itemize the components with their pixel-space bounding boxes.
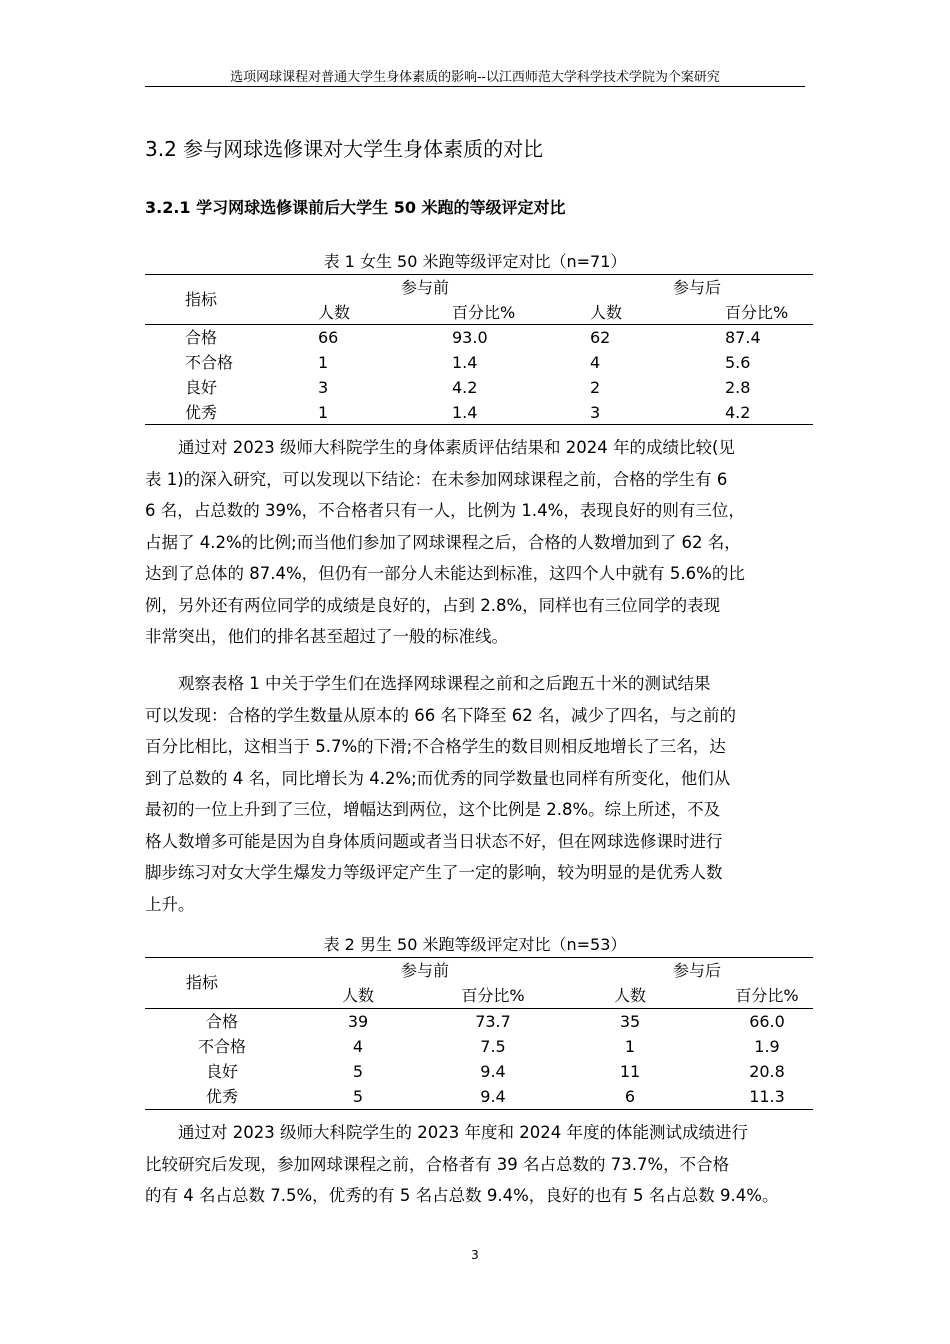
header-rule [145, 86, 805, 87]
table-cell: 优秀 [185, 403, 218, 422]
table-cell: 5 [352, 1062, 364, 1081]
table-cell: 良好 [205, 1062, 239, 1081]
table-cell: 1 [318, 403, 329, 422]
paragraph-line: 百分比相比，这相当于 5.7%的下滑;不合格学生的数目则相反地增长了三名，达 [145, 737, 726, 756]
paragraph-line: 6 名，占总数的 39%，不合格者只有一人，比例为 1.4%，表现良好的则有三位， [145, 501, 745, 520]
subsection-title: 3.2.1 学习网球选修课前后大学生 50 米跑的等级评定对比 [145, 198, 566, 217]
table-cell: 1.9 [754, 1037, 780, 1056]
table-cell: 73.7 [475, 1012, 511, 1031]
section-title: 3.2 参与网球选修课对大学生身体素质的对比 [145, 137, 544, 161]
table-cell: 不合格 [185, 353, 234, 372]
table-cell: 4.2 [452, 378, 478, 397]
paragraph-line: 达到了总体的 87.4%，但仍有一部分人未能达到标准，这四个人中就有 5.6%的比 [145, 564, 745, 583]
paragraph-line: 最初的一位上升到了三位，增幅达到两位，这个比例是 2.8%。综上所述，不及 [145, 800, 721, 819]
paragraph-line: 到了总数的 4 名，同比增长为 4.2%;而优秀的同学数量也同样有所变化，他们从 [145, 768, 731, 788]
paragraph-line: 可以发现：合格的学生数量从原本的 66 名下降至 62 名，减少了四名，与之前的 [145, 705, 736, 725]
paragraph-line: 表 1)的深入研究，可以发现以下结论：在未参加网球课程之前，合格的学生有 6 [145, 469, 728, 489]
running-header: 选项网球课程对普通大学生身体素质的影响--以江西师范大学科学技术学院为个案研究 [230, 70, 720, 85]
table-cell: 3 [590, 403, 601, 422]
table1-indicator-header: 指标 [185, 290, 218, 309]
table-cell: 9.4 [480, 1062, 506, 1081]
table2-indicator-header: 指标 [185, 973, 219, 992]
table-cell: 7.5 [480, 1037, 506, 1056]
table-cell: 4.2 [725, 403, 751, 422]
table-cell: 11.3 [749, 1087, 785, 1106]
paragraph-line: 格人数增多可能是因为自身体质问题或者当日状态不好，但在网球选修课时进行 [145, 831, 723, 851]
table2-subheader: 人数 [341, 986, 375, 1005]
paragraph-line: 比较研究后发现，参加网球课程之前，合格者有 39 名占总数的 73.7%，不合格 [145, 1154, 730, 1174]
table1-bottom-rule [145, 424, 813, 425]
table-cell: 1 [318, 353, 329, 372]
paragraph-line: 观察表格 1 中关于学生们在选择网球课程之前和之后跑五十米的测试结果 [145, 674, 711, 693]
table-cell: 9.4 [480, 1087, 506, 1106]
table2-after-header: 参与后 [672, 961, 722, 980]
table1-after-header: 参与后 [672, 278, 722, 297]
table-cell: 5 [352, 1087, 364, 1106]
table1-subheader: 人数 [590, 303, 623, 322]
paragraph-line: 的有 4 名占总数 7.5%，优秀的有 5 名占总数 9.4%，良好的也有 5 名占总数 9.4%。 [145, 1186, 779, 1205]
table-cell: 62 [590, 328, 611, 347]
paragraph-line: 脚步练习对女大学生爆发力等级评定产生了一定的影响，较为明显的是优秀人数 [145, 863, 723, 882]
table2-subheader: 百分比% [735, 986, 799, 1005]
paragraph-line: 上升。 [145, 894, 195, 914]
table2-caption: 表 2 男生 50 米跑等级评定对比（n=53） [323, 935, 627, 954]
table1-caption: 表 1 女生 50 米跑等级评定对比（n=71） [323, 252, 627, 271]
table2-before-header: 参与前 [400, 961, 450, 980]
table-cell: 4 [352, 1037, 364, 1056]
table-cell: 93.0 [452, 328, 488, 347]
table-cell: 3 [318, 378, 329, 397]
table-cell: 5.6 [725, 353, 751, 372]
paragraph-line: 通过对 2023 级师大科院学生的身体素质评估结果和 2024 年的成绩比较(见 [145, 438, 735, 457]
table-cell: 4 [590, 353, 601, 372]
table-cell: 2.8 [725, 378, 751, 397]
table-cell: 合格 [205, 1012, 239, 1031]
table1-subheader: 百分比% [725, 303, 789, 322]
table-cell: 39 [347, 1012, 369, 1031]
paragraph-line: 非常突出，他们的排名甚至超过了一般的标准线。 [145, 627, 508, 646]
table-cell: 合格 [185, 328, 218, 347]
table-cell: 20.8 [749, 1062, 785, 1081]
table-cell: 优秀 [205, 1087, 239, 1106]
paragraph-line: 例，另外还有两位同学的成绩是良好的，占到 2.8%，同样也有三位同学的表现 [145, 595, 721, 615]
table-cell: 1.4 [452, 403, 478, 422]
table-cell: 不合格 [197, 1037, 247, 1056]
table-cell: 11 [619, 1062, 641, 1081]
paragraph-line: 占据了 4.2%的比例;而当他们参加了网球课程之后，合格的人数增加到了 62 名， [145, 532, 741, 552]
table1-subheader: 百分比% [452, 303, 516, 322]
table-cell: 35 [619, 1012, 641, 1031]
page-number: 3 [471, 1248, 479, 1262]
table-cell: 66 [318, 328, 339, 347]
table1-before-header: 参与前 [400, 278, 450, 297]
paragraph-line: 通过对 2023 级师大科院学生的 2023 年度和 2024 年度的体能测试成绩进行 [145, 1123, 748, 1142]
table-cell: 2 [590, 378, 601, 397]
table1-subheader: 人数 [318, 303, 351, 322]
table2-subheader: 百分比% [461, 986, 525, 1005]
table-cell: 66.0 [749, 1012, 785, 1031]
table-cell: 1.4 [452, 353, 478, 372]
table-cell: 87.4 [725, 328, 761, 347]
table2-bottom-rule [145, 1109, 813, 1110]
table-cell: 良好 [185, 378, 218, 397]
table2-subheader: 人数 [613, 986, 647, 1005]
table-cell: 1 [624, 1037, 636, 1056]
table-cell: 6 [624, 1087, 636, 1106]
